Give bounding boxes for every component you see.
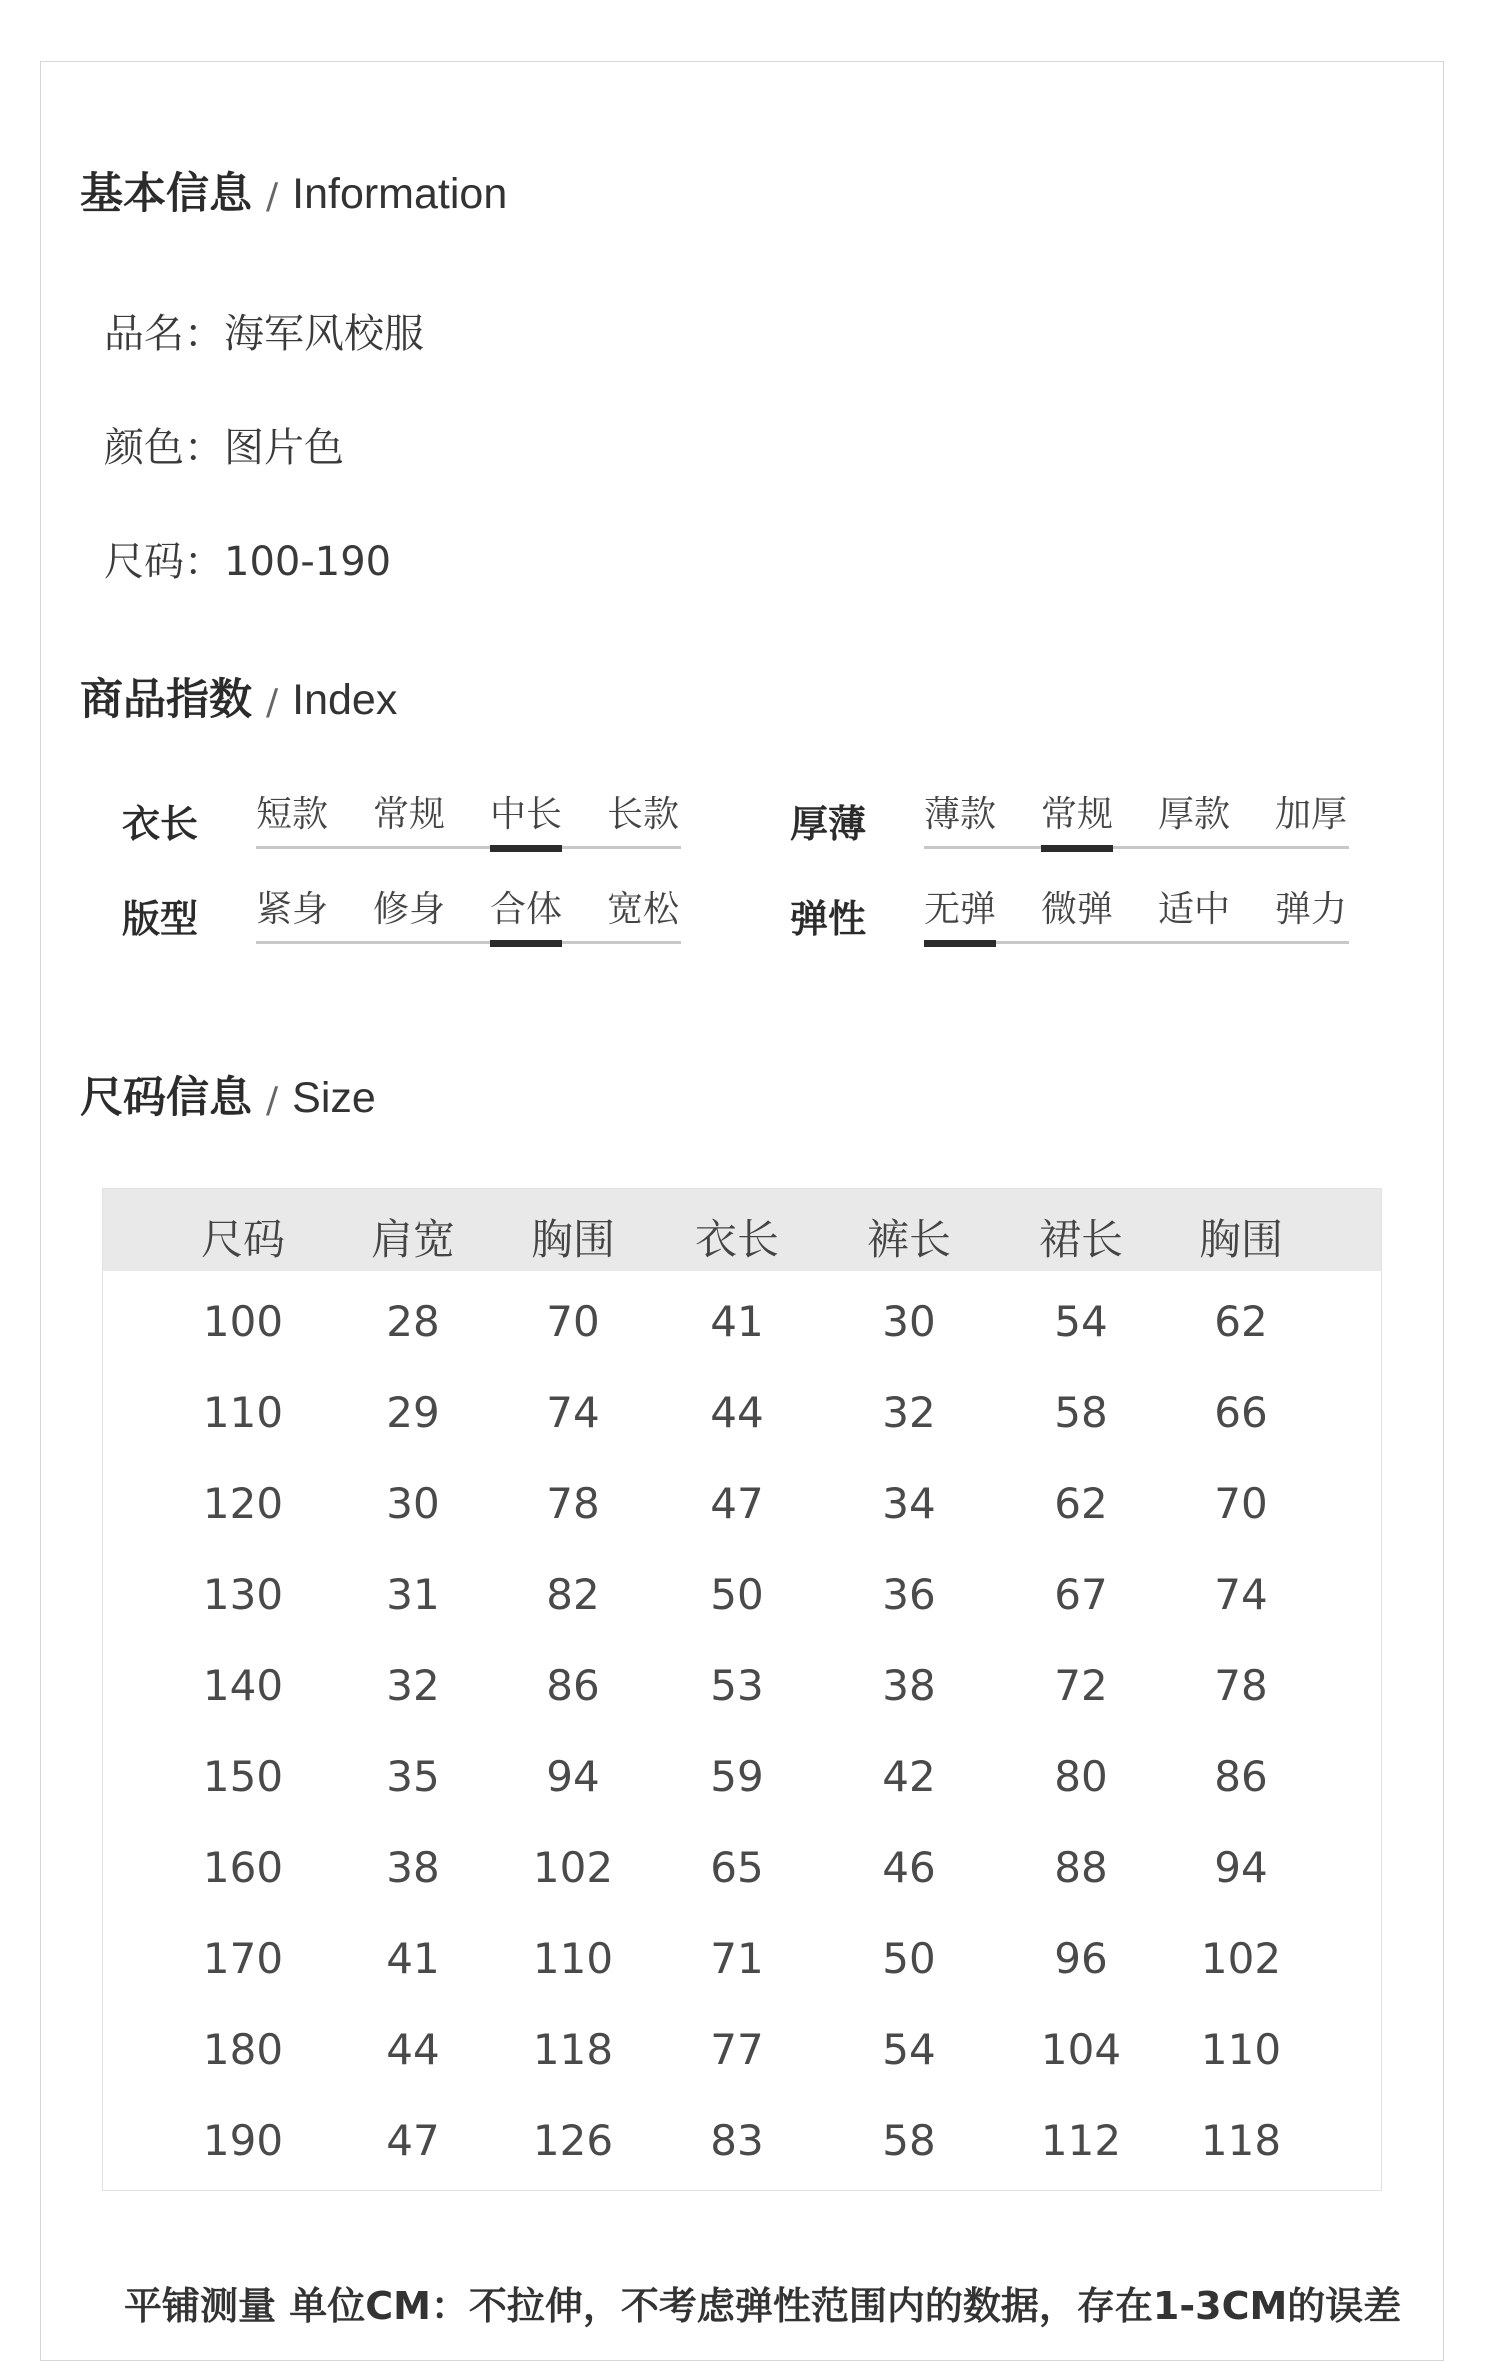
size-table-cell: 47 bbox=[710, 1479, 764, 1528]
size-table-cell: 44 bbox=[386, 2025, 440, 2074]
size-table-cell: 34 bbox=[882, 1479, 936, 1528]
size-table-header-cell: 裙长 bbox=[1038, 1215, 1123, 1264]
size-table-cell: 41 bbox=[710, 1297, 764, 1346]
size-table-cell: 62 bbox=[1214, 1297, 1268, 1346]
index-scale bbox=[924, 888, 1349, 944]
index-option-selected: 合体 bbox=[490, 888, 562, 947]
size-table-cell: 118 bbox=[532, 2025, 614, 2074]
index-option: 紧身 bbox=[256, 889, 329, 930]
index-group-label: 厚薄 bbox=[790, 802, 867, 846]
info-value: 100-190 bbox=[224, 539, 392, 585]
size-table-cell: 150 bbox=[202, 1752, 284, 1801]
size-table-cell: 86 bbox=[1214, 1752, 1268, 1801]
info-value: 图片色 bbox=[224, 425, 344, 471]
size-table-cell: 50 bbox=[710, 1570, 764, 1619]
index-option-selected: 中长 bbox=[490, 793, 562, 852]
size-table-cell: 80 bbox=[1054, 1752, 1108, 1801]
info-value: 海军风校服 bbox=[224, 311, 424, 357]
size-table-header-cell: 裤长 bbox=[866, 1215, 951, 1264]
index-option: 微弹 bbox=[1041, 889, 1114, 930]
size-table-cell: 104 bbox=[1040, 2025, 1122, 2074]
index-option: 加厚 bbox=[1275, 794, 1348, 835]
size-table-cell: 53 bbox=[710, 1661, 764, 1710]
size-table-cell: 38 bbox=[882, 1661, 936, 1710]
size-table-cell: 86 bbox=[546, 1661, 600, 1710]
size-table-header-cell: 衣长 bbox=[694, 1215, 779, 1264]
size-table-header-cell: 尺码 bbox=[200, 1215, 285, 1264]
size-table-cell: 118 bbox=[1200, 2116, 1282, 2165]
size-table-cell: 83 bbox=[710, 2116, 764, 2165]
size-table-cell: 102 bbox=[1200, 1934, 1282, 1983]
index-option: 适中 bbox=[1158, 889, 1231, 930]
index-scale bbox=[256, 793, 681, 849]
size-table-cell: 58 bbox=[1054, 1388, 1108, 1437]
size-table-cell: 54 bbox=[1054, 1297, 1108, 1346]
size-table-cell: 31 bbox=[386, 1570, 440, 1619]
size-table bbox=[102, 1188, 1382, 2191]
size-table-cell: 70 bbox=[546, 1297, 600, 1346]
size-table-cell: 78 bbox=[546, 1479, 600, 1528]
size-table-cell: 58 bbox=[882, 2116, 936, 2165]
index-option: 修身 bbox=[373, 889, 446, 930]
section-title-cn: 基本信息 bbox=[80, 169, 252, 219]
section-title-cn: 商品指数 bbox=[80, 675, 252, 725]
size-table-cell: 42 bbox=[882, 1752, 936, 1801]
size-table-cell: 46 bbox=[882, 1843, 936, 1892]
index-group-label: 版型 bbox=[122, 897, 199, 941]
measurement-note: 平铺测量 单位CM：不拉伸，不考虑弹性范围内的数据，存在1-3CM的误差 bbox=[124, 2284, 1402, 2328]
size-table-cell: 112 bbox=[1040, 2116, 1122, 2165]
size-table-header-cell: 肩宽 bbox=[370, 1215, 455, 1264]
size-table-cell: 78 bbox=[1214, 1661, 1268, 1710]
size-table-cell: 120 bbox=[202, 1479, 284, 1528]
index-option: 长款 bbox=[607, 794, 680, 835]
size-table-cell: 190 bbox=[202, 2116, 284, 2165]
size-table-header-cell: 胸围 bbox=[530, 1215, 615, 1264]
index-option: 薄款 bbox=[924, 794, 997, 835]
size-table-cell: 32 bbox=[882, 1388, 936, 1437]
info-size-range bbox=[104, 530, 391, 587]
size-table-cell: 110 bbox=[532, 1934, 614, 1983]
size-table-cell: 47 bbox=[386, 2116, 440, 2165]
section-title-en: Information bbox=[292, 170, 508, 218]
size-table-cell: 72 bbox=[1054, 1661, 1108, 1710]
info-label: 品名： bbox=[104, 311, 224, 357]
size-table-cell: 50 bbox=[882, 1934, 936, 1983]
size-table-cell: 36 bbox=[882, 1570, 936, 1619]
info-product-name bbox=[104, 302, 424, 359]
info-color bbox=[104, 416, 344, 473]
size-table-cell: 38 bbox=[386, 1843, 440, 1892]
size-table-cell: 67 bbox=[1054, 1570, 1108, 1619]
index-option-selected: 无弹 bbox=[924, 888, 996, 947]
info-label: 颜色： bbox=[104, 425, 224, 471]
size-table-cell: 74 bbox=[546, 1388, 600, 1437]
size-table-cell: 102 bbox=[532, 1843, 614, 1892]
index-option: 厚款 bbox=[1158, 794, 1231, 835]
size-table-cell: 35 bbox=[386, 1752, 440, 1801]
size-table-cell: 100 bbox=[202, 1297, 284, 1346]
size-table-cell: 70 bbox=[1214, 1479, 1268, 1528]
section-title-index bbox=[80, 666, 397, 727]
size-table-cell: 180 bbox=[202, 2025, 284, 2074]
size-table-header-cell: 胸围 bbox=[1198, 1215, 1283, 1264]
section-title-cn: 尺码信息 bbox=[80, 1073, 252, 1123]
index-group-label: 弹性 bbox=[790, 897, 867, 941]
section-title-en: Index bbox=[292, 676, 398, 724]
info-label: 尺码： bbox=[104, 539, 224, 585]
size-table-cell: 88 bbox=[1054, 1843, 1108, 1892]
size-table-cell: 126 bbox=[532, 2116, 614, 2165]
size-table-cell: 71 bbox=[710, 1934, 764, 1983]
index-scale bbox=[256, 888, 681, 944]
size-table-cell: 160 bbox=[202, 1843, 284, 1892]
size-table-cell: 74 bbox=[1214, 1570, 1268, 1619]
size-table-cell: 65 bbox=[710, 1843, 764, 1892]
size-table-cell: 94 bbox=[546, 1752, 600, 1801]
size-table-cell: 59 bbox=[710, 1752, 764, 1801]
size-table-cell: 28 bbox=[386, 1297, 440, 1346]
size-table-cell: 110 bbox=[202, 1388, 284, 1437]
size-table-cell: 130 bbox=[202, 1570, 284, 1619]
size-table-cell: 94 bbox=[1214, 1843, 1268, 1892]
size-table-cell: 29 bbox=[386, 1388, 440, 1437]
size-table-cell: 62 bbox=[1054, 1479, 1108, 1528]
index-option: 弹力 bbox=[1275, 889, 1348, 930]
size-table-cell: 170 bbox=[202, 1934, 284, 1983]
section-title-separator: / bbox=[266, 1080, 279, 1121]
index-group-label: 衣长 bbox=[122, 802, 199, 846]
size-table-cell: 77 bbox=[710, 2025, 764, 2074]
size-table-cell: 110 bbox=[1200, 2025, 1282, 2074]
index-option-selected: 常规 bbox=[1041, 793, 1113, 852]
size-table-cell: 96 bbox=[1054, 1934, 1108, 1983]
size-table-cell: 54 bbox=[882, 2025, 936, 2074]
section-title-separator: / bbox=[266, 176, 279, 217]
size-table-cell: 32 bbox=[386, 1661, 440, 1710]
size-table-cell: 140 bbox=[202, 1661, 284, 1710]
size-table-cell: 44 bbox=[710, 1388, 764, 1437]
section-title-size bbox=[80, 1064, 376, 1125]
size-table-cell: 30 bbox=[882, 1297, 936, 1346]
size-table-cell: 82 bbox=[546, 1570, 600, 1619]
index-option: 宽松 bbox=[607, 889, 680, 930]
index-option: 短款 bbox=[256, 794, 329, 835]
index-option: 常规 bbox=[373, 794, 446, 835]
index-scale bbox=[924, 793, 1349, 849]
section-title-separator: / bbox=[266, 682, 279, 723]
section-title-information bbox=[80, 160, 507, 221]
size-table-cell: 41 bbox=[386, 1934, 440, 1983]
size-table-cell: 30 bbox=[386, 1479, 440, 1528]
section-title-en: Size bbox=[292, 1074, 376, 1122]
size-table-cell: 66 bbox=[1214, 1388, 1268, 1437]
